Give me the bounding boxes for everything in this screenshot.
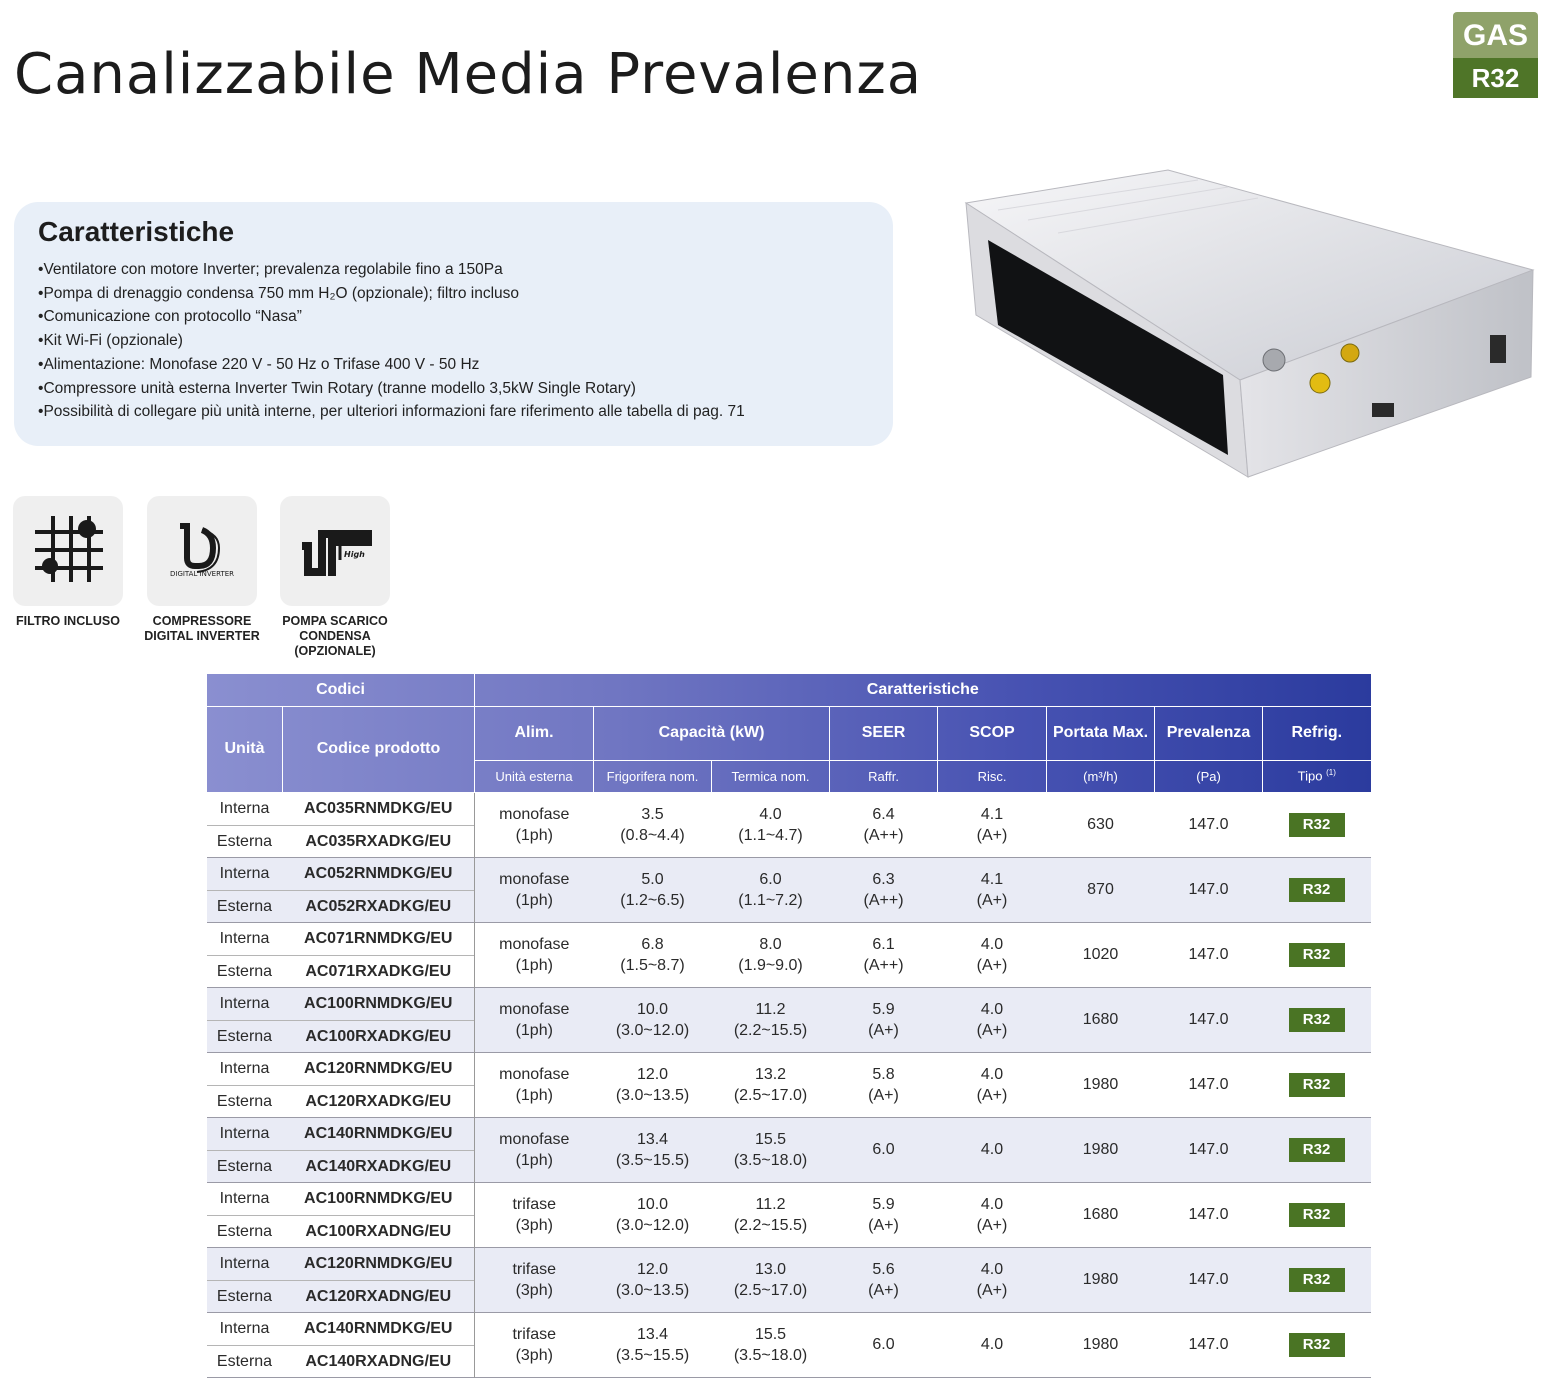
model-group <box>207 987 1371 1052</box>
refrigerant-cell <box>1263 987 1371 1052</box>
refrigerant-cell <box>1263 857 1371 922</box>
refrigerant-cell <box>1263 792 1371 857</box>
unit-indoor: Interna <box>219 1255 270 1272</box>
feature-item: • Comunicazione con protocollo “Nasa” <box>38 305 869 329</box>
pressure-cell: 147.0 <box>1188 1271 1229 1288</box>
digital-inverter-text: DIGITAL INVERTER <box>169 570 235 578</box>
ducted-unit-image <box>958 165 1538 480</box>
gas-badge-refrigerant: R32 <box>1453 58 1538 98</box>
heating-capacity-value: 15.5 <box>754 1130 787 1148</box>
airflow-cell: 1020 <box>1082 946 1119 963</box>
cooling-capacity-detail: (0.8~4.4) <box>620 826 685 844</box>
power-cell-value: monofase <box>499 935 570 953</box>
power-cell-detail: (1ph) <box>515 826 553 844</box>
heating-capacity-detail: (1.1~4.7) <box>738 826 803 844</box>
heating-capacity <box>712 857 830 922</box>
seer-cell <box>830 857 938 922</box>
outdoor-code: AC120RXADNG/EU <box>283 1280 475 1312</box>
scop-cell-detail: (A+) <box>976 891 1008 909</box>
pressure-cell: 147.0 <box>1188 816 1229 833</box>
header-seer: SEER <box>830 706 938 760</box>
footnote-mark: (1) <box>1326 768 1336 778</box>
heating-capacity-detail: (2.5~17.0) <box>733 1281 808 1299</box>
unit-outdoor: Esterna <box>207 1215 283 1247</box>
cooling-capacity-detail: (1.2~6.5) <box>620 891 685 909</box>
spec-table <box>206 674 1371 1378</box>
unit-indoor: Interna <box>219 800 270 817</box>
gas-badge-top: GAS <box>1453 12 1538 58</box>
drain-pump-icon <box>280 496 390 606</box>
cooling-capacity <box>594 922 712 987</box>
power-cell <box>475 1182 594 1247</box>
feature-item: • Alimentazione: Monofase 220 V - 50 Hz o Trifase 400 V - 50 Hz <box>38 353 869 377</box>
refrigerant-cell <box>1263 1182 1371 1247</box>
power-cell <box>475 1117 594 1182</box>
group-header-features: Caratteristiche <box>475 674 1371 706</box>
power-cell-detail: (1ph) <box>515 1151 553 1169</box>
scop-cell-value: 4.0 <box>980 1195 1004 1213</box>
indoor-code: AC052RNMDKG/EU <box>283 857 475 890</box>
seer-cell-value: 6.4 <box>872 805 895 823</box>
refrigerant-badge: R32 <box>1289 1138 1345 1162</box>
seer-cell-value: 6.0 <box>872 1336 895 1353</box>
power-cell-value: trifase <box>512 1195 557 1213</box>
subheader-cooling: Frigorifera nom. <box>594 760 712 792</box>
power-cell-detail: (1ph) <box>515 1021 553 1039</box>
subheader-airflow: (m³/h) <box>1047 760 1155 792</box>
refrigerant-cell <box>1263 1247 1371 1312</box>
heating-capacity <box>712 922 830 987</box>
power-cell <box>475 1312 594 1377</box>
cooling-capacity-value: 10.0 <box>636 1000 669 1018</box>
seer-cell-detail: (A+) <box>868 1281 899 1299</box>
scop-cell-value: 4.0 <box>980 1141 1004 1158</box>
power-cell-value: monofase <box>499 1130 570 1148</box>
subheader-seer: Raffr. <box>830 760 938 792</box>
seer-cell-detail: (A++) <box>863 826 904 844</box>
indoor-code: AC120RNMDKG/EU <box>283 1052 475 1085</box>
scop-cell <box>938 1312 1047 1377</box>
feature-item: • Pompa di drenaggio condensa 750 mm H₂O (opzionale); filtro incluso <box>38 282 869 306</box>
scop-cell-detail: (A+) <box>976 1216 1008 1234</box>
heating-capacity-detail: (3.5~18.0) <box>733 1151 808 1169</box>
power-cell-value: trifase <box>512 1260 557 1278</box>
scop-cell-detail: (A+) <box>976 1281 1008 1299</box>
unit-outdoor: Esterna <box>207 825 283 857</box>
cooling-capacity <box>594 1052 712 1117</box>
table-row <box>207 792 1371 825</box>
seer-cell-value: 6.1 <box>872 935 895 953</box>
header-airflow: Portata Max. <box>1047 706 1155 760</box>
pressure-cell: 147.0 <box>1188 1336 1229 1353</box>
pressure-cell: 147.0 <box>1188 881 1229 898</box>
unit-indoor: Interna <box>219 865 270 882</box>
unit-outdoor: Esterna <box>207 1150 283 1182</box>
indoor-code: AC035RNMDKG/EU <box>283 792 475 825</box>
refrigerant-cell <box>1263 922 1371 987</box>
model-group <box>207 1247 1371 1312</box>
refrigerant-badge: R32 <box>1289 813 1345 837</box>
heating-capacity-value: 13.2 <box>754 1065 787 1083</box>
seer-cell-detail: (A+) <box>868 1086 899 1104</box>
scop-cell <box>938 792 1047 857</box>
seer-cell <box>830 1247 938 1312</box>
cooling-capacity-detail: (3.5~15.5) <box>615 1151 690 1169</box>
heating-capacity-value: 4.0 <box>759 805 782 823</box>
indoor-code: AC071RNMDKG/EU <box>283 922 475 955</box>
outdoor-code: AC140RXADNG/EU <box>283 1345 475 1377</box>
power-cell-value: monofase <box>499 1065 570 1083</box>
subheader-scop: Risc. <box>938 760 1047 792</box>
power-cell-detail: (3ph) <box>515 1216 553 1234</box>
seer-cell-value: 5.9 <box>872 1000 895 1018</box>
power-cell-detail: (3ph) <box>515 1281 553 1299</box>
scop-cell-value: 4.1 <box>980 805 1004 823</box>
model-group <box>207 1312 1371 1377</box>
unit-indoor: Interna <box>219 1060 270 1077</box>
indoor-code: AC140RNMDKG/EU <box>283 1117 475 1150</box>
indoor-code: AC120RNMDKG/EU <box>283 1247 475 1280</box>
heating-capacity-detail: (1.1~7.2) <box>738 891 803 909</box>
table-row <box>207 987 1371 1020</box>
compressor-label: COMPRESSORE DIGITAL INVERTER <box>144 614 260 643</box>
drain-pump-label: POMPA SCARICO CONDENSA (OPZIONALE) <box>282 614 388 658</box>
table-row <box>207 1182 1371 1215</box>
digital-inverter-icon-tile <box>147 496 257 606</box>
heating-capacity-value: 13.0 <box>754 1260 787 1278</box>
refrigerant-badge: R32 <box>1289 1008 1345 1032</box>
cooling-capacity-value: 3.5 <box>641 805 664 823</box>
unit-outdoor: Esterna <box>207 1280 283 1312</box>
header-product-code: Codice prodotto <box>283 706 475 792</box>
outdoor-code: AC140RXADKG/EU <box>283 1150 475 1182</box>
heating-capacity <box>712 1117 830 1182</box>
scop-cell-value: 4.0 <box>980 1336 1004 1353</box>
feature-item: • Ventilatore con motore Inverter; prevalenza regolabile fino a 150Pa <box>38 258 869 282</box>
heating-capacity-detail: (1.9~9.0) <box>738 956 803 974</box>
cooling-capacity-value: 5.0 <box>641 870 664 888</box>
seer-cell-value: 5.6 <box>872 1260 895 1278</box>
cooling-capacity <box>594 792 712 857</box>
table-row <box>207 1312 1371 1345</box>
unit-indoor: Interna <box>219 995 270 1012</box>
model-group <box>207 1117 1371 1182</box>
group-header-codes: Codici <box>207 674 475 706</box>
scop-cell <box>938 857 1047 922</box>
seer-cell <box>830 1117 938 1182</box>
unit-indoor: Interna <box>219 1125 270 1142</box>
feature-item: • Compressore unità esterna Inverter Twin Rotary (tranne modello 3,5kW Single Rotary) <box>38 377 869 401</box>
outdoor-code: AC120RXADKG/EU <box>283 1085 475 1117</box>
unit-indoor: Interna <box>219 930 270 947</box>
power-cell <box>475 1247 594 1312</box>
feature-item: • Possibilità di collegare più unità interne, per ulteriori informazioni fare riferimento alle tabella di pag. 71 <box>38 400 869 424</box>
cooling-capacity <box>594 1312 712 1377</box>
power-cell-value: monofase <box>499 1000 570 1018</box>
power-cell-detail: (1ph) <box>515 956 553 974</box>
scop-cell <box>938 1247 1047 1312</box>
scop-cell <box>938 1117 1047 1182</box>
unit-outdoor: Esterna <box>207 1020 283 1052</box>
scop-cell-value: 4.0 <box>980 1260 1004 1278</box>
subheader-refrigerant <box>1263 760 1371 792</box>
power-cell-detail: (1ph) <box>515 1086 553 1104</box>
features-card <box>14 202 893 446</box>
unit-indoor: Interna <box>219 1190 270 1207</box>
page-title: Canalizzabile Media Prevalenza <box>14 42 923 107</box>
model-group <box>207 1182 1371 1247</box>
indoor-code: AC100RNMDKG/EU <box>283 1182 475 1215</box>
scop-cell-value: 4.1 <box>980 870 1004 888</box>
table-row <box>207 1052 1371 1085</box>
seer-cell <box>830 922 938 987</box>
cooling-capacity-value: 10.0 <box>636 1195 669 1213</box>
scop-cell <box>938 1052 1047 1117</box>
cooling-capacity-detail: (3.5~15.5) <box>615 1346 690 1364</box>
model-group <box>207 857 1371 922</box>
heating-capacity-detail: (2.5~17.0) <box>733 1086 808 1104</box>
airflow-cell: 1680 <box>1082 1206 1119 1223</box>
drain-pump-icon-tile <box>280 496 390 606</box>
airflow-cell: 1680 <box>1082 1011 1119 1028</box>
cooling-capacity-value: 12.0 <box>636 1065 669 1083</box>
scop-cell-value: 4.0 <box>980 1065 1004 1083</box>
cooling-capacity <box>594 987 712 1052</box>
heating-capacity <box>712 1312 830 1377</box>
cooling-capacity <box>594 1247 712 1312</box>
scop-cell-detail: (A+) <box>976 1021 1008 1039</box>
refrigerant-badge: R32 <box>1289 1333 1345 1357</box>
unit-indoor: Interna <box>219 1320 270 1337</box>
seer-cell-value: 6.3 <box>872 870 895 888</box>
power-cell <box>475 922 594 987</box>
heating-capacity-value: 8.0 <box>759 935 782 953</box>
seer-cell <box>830 1312 938 1377</box>
heating-capacity-value: 15.5 <box>754 1325 787 1343</box>
model-group <box>207 792 1371 857</box>
seer-cell-detail: (A+) <box>868 1216 899 1234</box>
unit-outdoor: Esterna <box>207 955 283 987</box>
cooling-capacity-detail: (3.0~13.5) <box>615 1086 690 1104</box>
seer-cell-detail: (A+) <box>868 1021 899 1039</box>
subheader-heating: Termica nom. <box>712 760 830 792</box>
seer-cell <box>830 1052 938 1117</box>
scop-cell <box>938 922 1047 987</box>
table-row <box>207 1247 1371 1280</box>
table-row <box>207 922 1371 955</box>
header-power: Alim. <box>475 706 594 760</box>
drain-pump-text: High <box>344 550 365 559</box>
scop-cell-value: 4.0 <box>980 935 1004 953</box>
airflow-cell: 870 <box>1087 881 1114 898</box>
filter-icon <box>13 496 123 606</box>
header-refrigerant: Refrig. <box>1263 706 1371 760</box>
cooling-capacity <box>594 1117 712 1182</box>
scop-cell <box>938 987 1047 1052</box>
refrigerant-cell <box>1263 1052 1371 1117</box>
subheader-power: Unità esterna <box>475 760 594 792</box>
digital-inverter-icon <box>147 496 257 606</box>
cooling-capacity-detail: (3.0~12.0) <box>615 1216 690 1234</box>
model-group <box>207 1052 1371 1117</box>
seer-cell-value: 5.8 <box>872 1065 895 1083</box>
seer-cell-value: 6.0 <box>872 1141 895 1158</box>
feature-item: • Kit Wi-Fi (opzionale) <box>38 329 869 353</box>
power-cell-value: trifase <box>512 1325 557 1343</box>
heating-capacity <box>712 987 830 1052</box>
header-unit: Unità <box>207 706 283 792</box>
scop-cell-detail: (A+) <box>976 826 1008 844</box>
scop-cell-value: 4.0 <box>980 1000 1004 1018</box>
outdoor-code: AC035RXADKG/EU <box>283 825 475 857</box>
pressure-cell: 147.0 <box>1188 946 1229 963</box>
heating-capacity-detail: (3.5~18.0) <box>733 1346 808 1364</box>
heating-capacity-value: 11.2 <box>755 1195 786 1213</box>
cooling-capacity-value: 13.4 <box>636 1325 669 1343</box>
power-cell <box>475 1052 594 1117</box>
refrigerant-badge: R32 <box>1289 943 1345 967</box>
table-row <box>207 857 1371 890</box>
features-list <box>38 258 869 424</box>
cooling-capacity-detail: (3.0~12.0) <box>615 1021 690 1039</box>
power-cell-detail: (1ph) <box>515 891 553 909</box>
cooling-capacity-detail: (3.0~13.5) <box>615 1281 690 1299</box>
subheader-refrigerant-label: Tipo <box>1297 768 1323 784</box>
pressure-cell: 147.0 <box>1188 1206 1229 1223</box>
outdoor-code: AC100RXADKG/EU <box>283 1020 475 1052</box>
seer-cell-detail: (A++) <box>863 956 904 974</box>
cooling-capacity <box>594 857 712 922</box>
spec-table-header <box>207 674 1371 792</box>
airflow-cell: 1980 <box>1082 1076 1119 1093</box>
header-capacity: Capacità (kW) <box>594 706 830 760</box>
refrigerant-cell <box>1263 1117 1371 1182</box>
seer-cell <box>830 1182 938 1247</box>
refrigerant-badge: R32 <box>1289 1073 1345 1097</box>
filter-icon-tile <box>13 496 123 606</box>
cooling-capacity-detail: (1.5~8.7) <box>620 956 685 974</box>
indoor-code: AC100RNMDKG/EU <box>283 987 475 1020</box>
outdoor-code: AC052RXADKG/EU <box>283 890 475 922</box>
airflow-cell: 1980 <box>1082 1336 1119 1353</box>
heating-capacity <box>712 792 830 857</box>
cooling-capacity <box>594 1182 712 1247</box>
seer-cell-detail: (A++) <box>863 891 904 909</box>
heating-capacity-detail: (2.2~15.5) <box>733 1216 808 1234</box>
outdoor-code: AC071RXADKG/EU <box>283 955 475 987</box>
gas-r32-badge <box>1453 12 1538 98</box>
seer-cell <box>830 792 938 857</box>
indoor-code: AC140RNMDKG/EU <box>283 1312 475 1345</box>
airflow-cell: 1980 <box>1082 1271 1119 1288</box>
unit-outdoor: Esterna <box>207 1345 283 1377</box>
model-group <box>207 922 1371 987</box>
airflow-cell: 630 <box>1087 816 1114 833</box>
pressure-cell: 147.0 <box>1188 1076 1229 1093</box>
cooling-capacity-value: 12.0 <box>636 1260 669 1278</box>
refrigerant-badge: R32 <box>1289 1268 1345 1292</box>
heating-capacity-value: 6.0 <box>759 870 782 888</box>
header-scop: SCOP <box>938 706 1047 760</box>
header-pressure: Prevalenza <box>1155 706 1263 760</box>
heating-capacity <box>712 1247 830 1312</box>
refrigerant-badge: R32 <box>1289 878 1345 902</box>
unit-outdoor: Esterna <box>207 890 283 922</box>
refrigerant-badge: R32 <box>1289 1203 1345 1227</box>
heating-capacity-detail: (2.2~15.5) <box>733 1021 808 1039</box>
scop-cell-detail: (A+) <box>976 1086 1008 1104</box>
heating-capacity-value: 11.2 <box>755 1000 786 1018</box>
power-cell-value: monofase <box>499 870 570 888</box>
power-cell <box>475 792 594 857</box>
scop-cell <box>938 1182 1047 1247</box>
unit-outdoor: Esterna <box>207 1085 283 1117</box>
seer-cell <box>830 987 938 1052</box>
table-row <box>207 1117 1371 1150</box>
outdoor-code: AC100RXADNG/EU <box>283 1215 475 1247</box>
features-title: Caratteristiche <box>38 216 235 247</box>
power-cell-value: monofase <box>499 805 570 823</box>
pressure-cell: 147.0 <box>1188 1011 1229 1028</box>
subheader-pressure: (Pa) <box>1155 760 1263 792</box>
power-cell-detail: (3ph) <box>515 1346 553 1364</box>
seer-cell-value: 5.9 <box>872 1195 895 1213</box>
cooling-capacity-value: 6.8 <box>641 935 664 953</box>
pressure-cell: 147.0 <box>1188 1141 1229 1158</box>
scop-cell-detail: (A+) <box>976 956 1008 974</box>
cooling-capacity-value: 13.4 <box>636 1130 669 1148</box>
filter-label: FILTRO INCLUSO <box>16 614 120 628</box>
power-cell <box>475 857 594 922</box>
power-cell <box>475 987 594 1052</box>
refrigerant-cell <box>1263 1312 1371 1377</box>
heating-capacity <box>712 1052 830 1117</box>
heating-capacity <box>712 1182 830 1247</box>
airflow-cell: 1980 <box>1082 1141 1119 1158</box>
